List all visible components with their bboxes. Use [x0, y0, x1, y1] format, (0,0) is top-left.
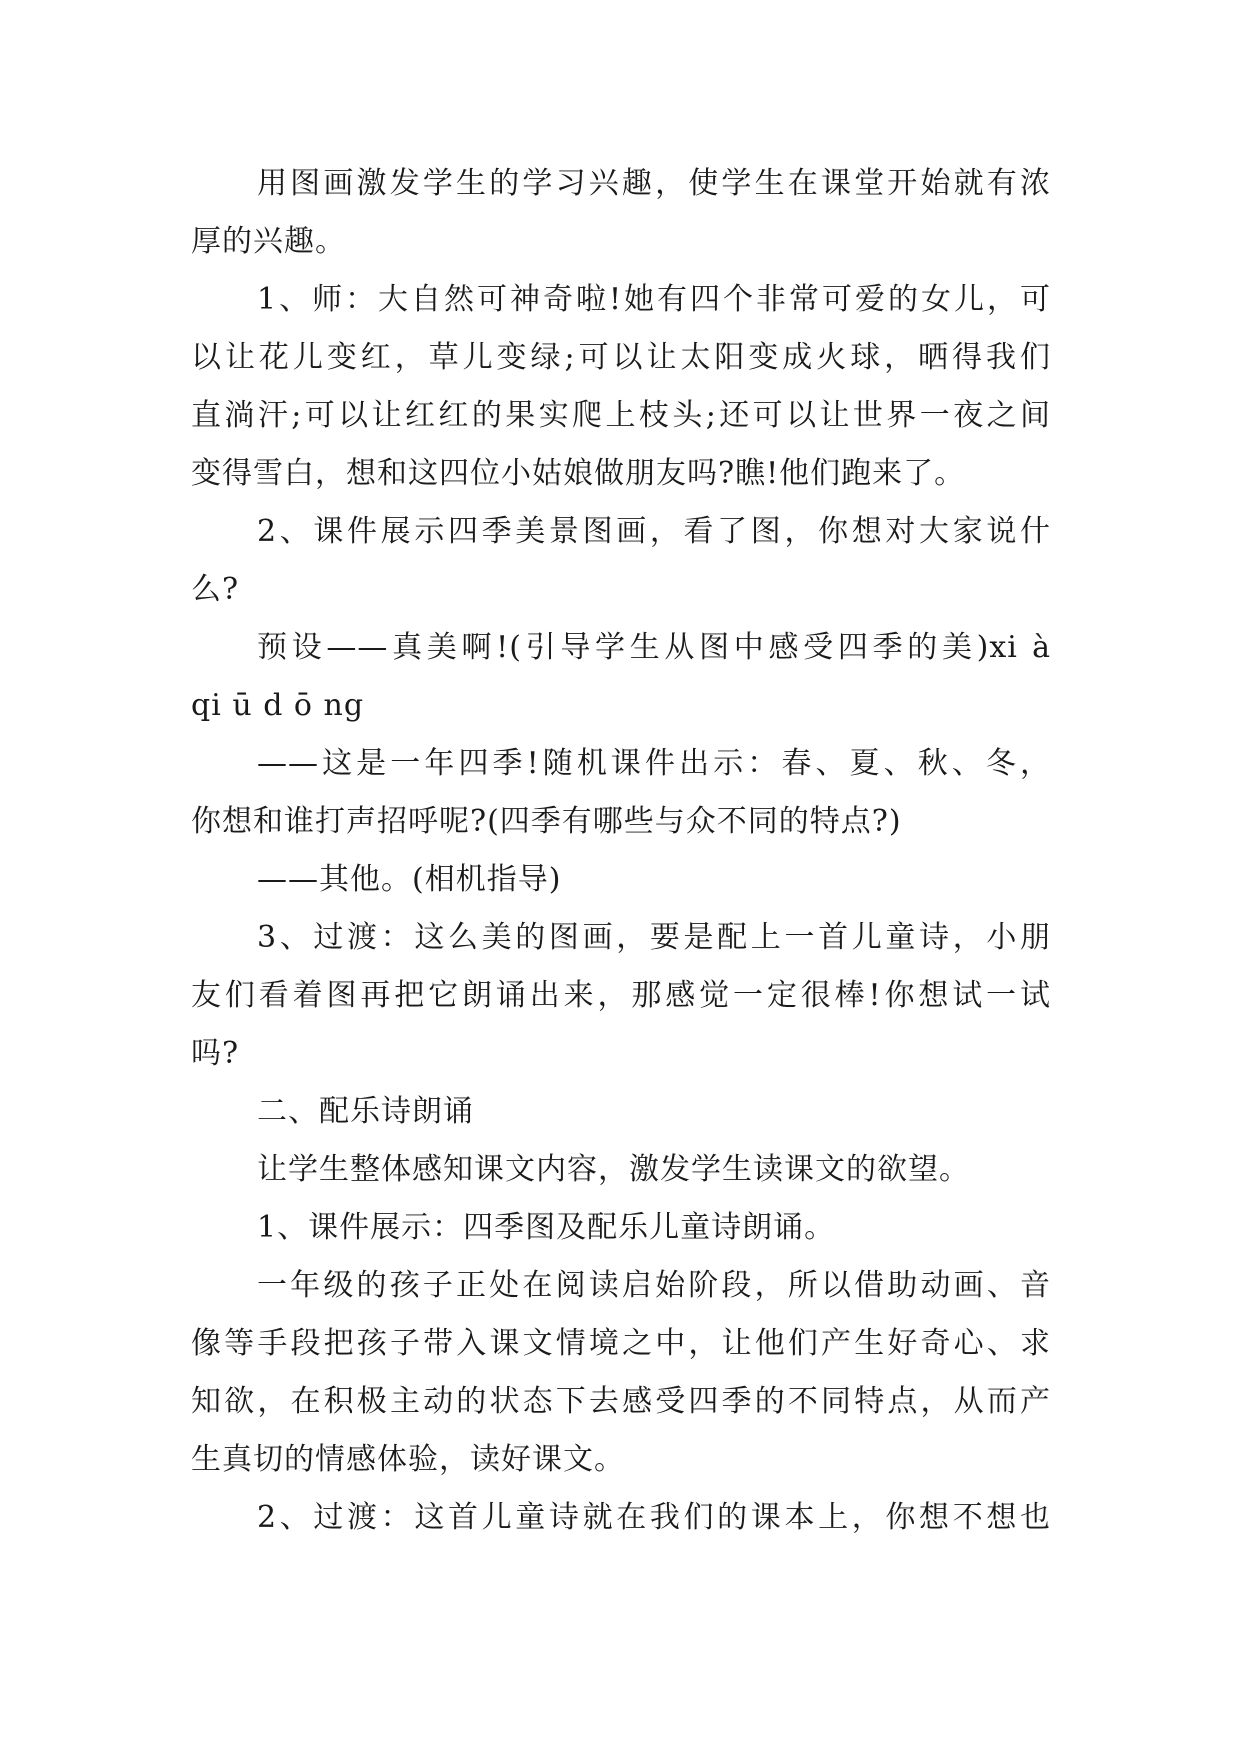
paragraph-line: 吗? — [191, 1036, 240, 1071]
paragraph-line: 2、过渡：这首儿童诗就在我们的课本上，你想不想也 — [257, 1500, 1051, 1535]
paragraph-line: 友们看着图再把它朗诵出来，那感觉一定很棒!你想试一试 — [191, 978, 1051, 1013]
paragraph-line: 像等手段把孩子带入课文情境之中，让他们产生好奇心、求 — [191, 1326, 1051, 1361]
paragraph-line: 知欲，在积极主动的状态下去感受四季的不同特点，从而产 — [191, 1384, 1051, 1419]
pinyin-line: qi ū d ō ng — [191, 688, 365, 723]
paragraph-line: 以让花儿变红，草儿变绿;可以让太阳变成火球，晒得我们 — [191, 340, 1051, 375]
paragraph-line: 用图画激发学生的学习兴趣，使学生在课堂开始就有浓 — [257, 166, 1051, 201]
paragraph-line: ——其他。(相机指导) — [257, 862, 562, 897]
paragraph-line: 2、课件展示四季美景图画，看了图，你想对大家说什 — [257, 514, 1051, 549]
paragraph-line: 3、过渡：这么美的图画，要是配上一首儿童诗，小朋 — [257, 920, 1051, 955]
paragraph-line: 1、课件展示：四季图及配乐儿童诗朗诵。 — [257, 1210, 836, 1245]
section-heading: 二、配乐诗朗诵 — [257, 1094, 474, 1129]
paragraph-line: ——这是一年四季!随机课件出示：春、夏、秋、冬， — [257, 746, 1051, 781]
paragraph-line: 厚的兴趣。 — [191, 224, 346, 259]
paragraph-line: 预设——真美啊!(引导学生从图中感受四季的美)xi à — [257, 630, 1051, 665]
paragraph-line: 直淌汗;可以让红红的果实爬上枝头;还可以让世界一夜之间 — [191, 398, 1051, 433]
paragraph-line: 你想和谁打声招呼呢?(四季有哪些与众不同的特点?) — [191, 804, 902, 839]
paragraph-line: 一年级的孩子正处在阅读启始阶段，所以借助动画、音 — [257, 1268, 1051, 1303]
paragraph-line: 么? — [191, 572, 240, 607]
paragraph-line: 让学生整体感知课文内容，激发学生读课文的欲望。 — [257, 1152, 970, 1187]
paragraph-line: 变得雪白，想和这四位小姑娘做朋友吗?瞧!他们跑来了。 — [191, 456, 966, 491]
paragraph-line: 1、师：大自然可神奇啦!她有四个非常可爱的女儿，可 — [257, 282, 1051, 317]
paragraph-line: 生真切的情感体验，读好课文。 — [191, 1442, 625, 1477]
document-body — [191, 155, 1051, 1547]
